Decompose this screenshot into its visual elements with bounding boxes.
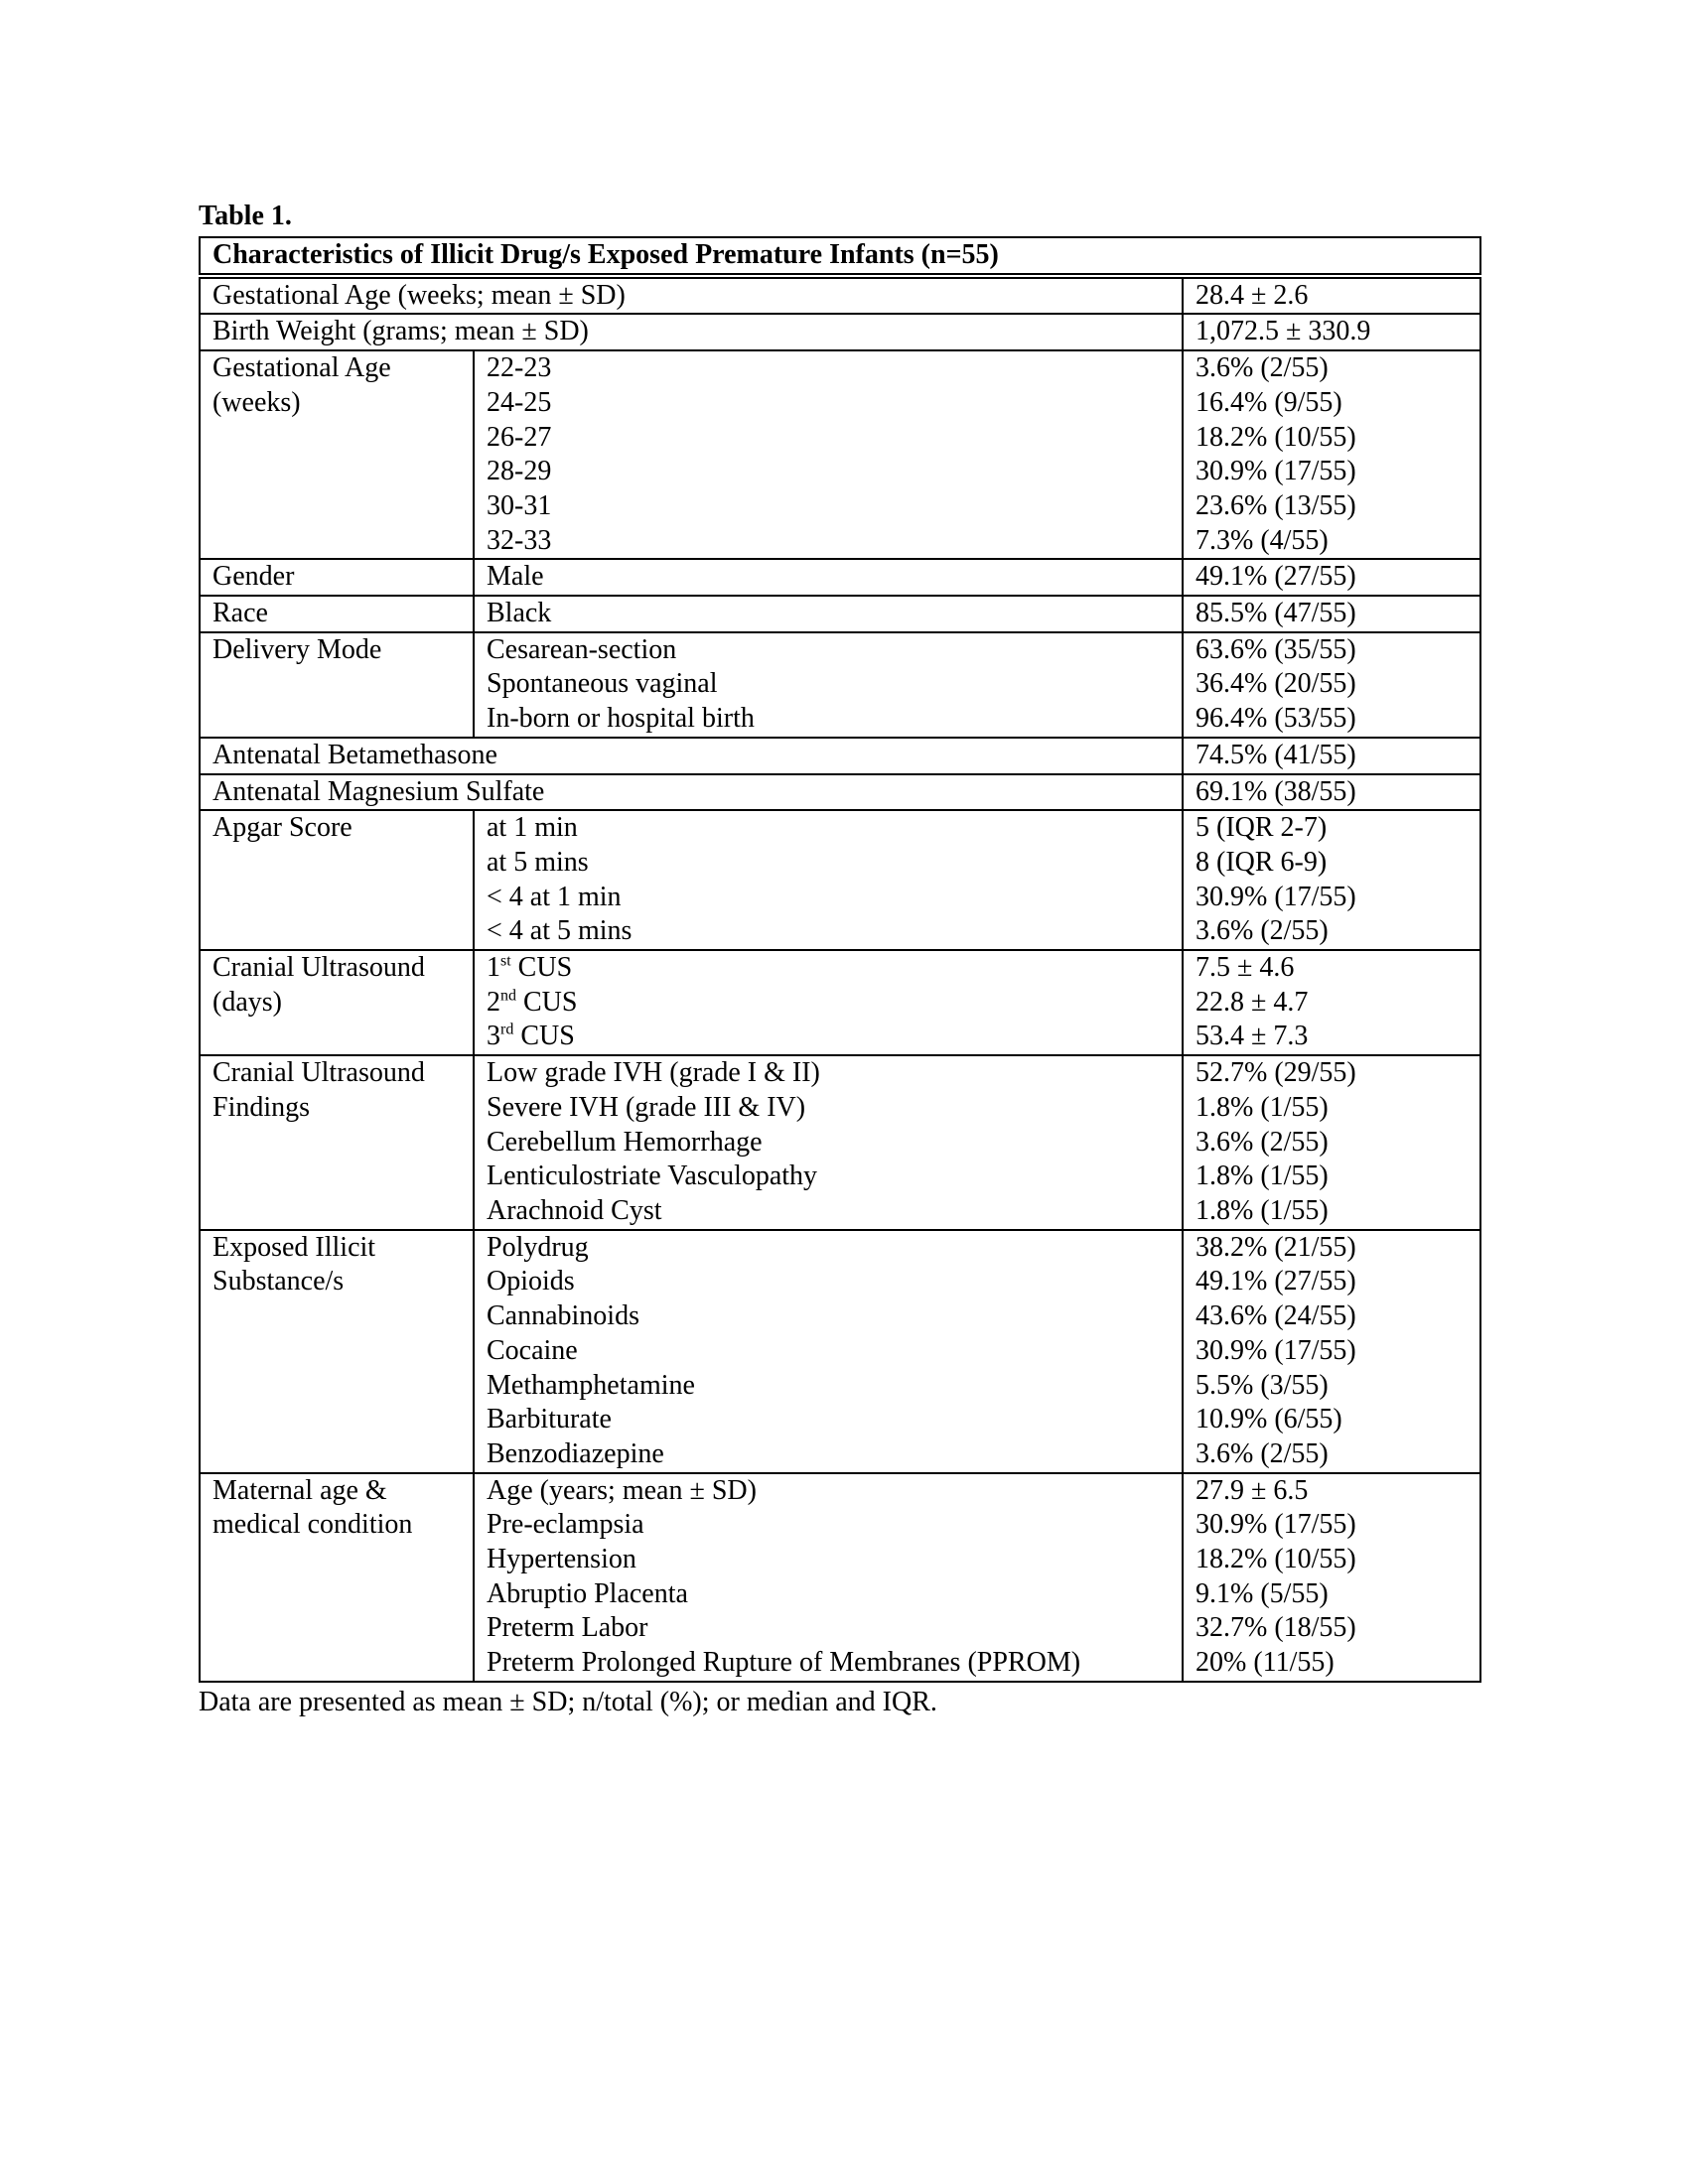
subitem-label: Opioids xyxy=(487,1266,575,1297)
subitem-label: at 5 mins xyxy=(487,846,589,878)
subitem-value: 7.5 ± 4.6 xyxy=(1196,952,1295,984)
subitem-label xyxy=(487,951,1170,986)
ordinal-suffix: rd xyxy=(500,1022,514,1039)
subitem-text: CUS xyxy=(513,1021,575,1052)
table-row xyxy=(200,314,1480,350)
subitem-label: 30-31 xyxy=(487,489,552,521)
subitem-value: 27.9 ± 6.5 xyxy=(1196,1474,1309,1506)
subitem-value: 22.8 ± 4.7 xyxy=(1196,986,1309,1018)
row-subitems xyxy=(474,559,1183,596)
table-title: Characteristics of Illicit Drug/s Exposed Premature Infants (n=55) xyxy=(200,237,1480,276)
category-line: (weeks) xyxy=(212,386,301,418)
row-category xyxy=(200,950,474,1055)
row-label: Gestational Age (weeks; mean ± SD) xyxy=(200,276,1183,315)
category-line: Apgar Score xyxy=(212,812,352,844)
table-row xyxy=(200,559,1480,596)
row-subitems xyxy=(474,950,1183,1055)
row-category xyxy=(200,350,474,559)
row-subitems xyxy=(474,596,1183,632)
row-values xyxy=(1183,632,1480,738)
subitem-value: 49.1% (27/55) xyxy=(1196,1266,1356,1297)
subitem-label: at 1 min xyxy=(487,812,578,844)
row-subitems xyxy=(474,810,1183,950)
table-title-row xyxy=(200,237,1480,276)
ordinal-number: 1 xyxy=(487,952,500,984)
row-category xyxy=(200,632,474,738)
ordinal-suffix: nd xyxy=(500,987,516,1005)
subitem-value: 20% (11/55) xyxy=(1196,1647,1335,1679)
table-row xyxy=(200,774,1480,811)
category-line: Substance/s xyxy=(212,1266,345,1297)
row-label: Birth Weight (grams; mean ± SD) xyxy=(200,314,1183,350)
subitem-label: < 4 at 1 min xyxy=(487,881,622,912)
category-line: Delivery Mode xyxy=(212,633,382,665)
subitem-label: 32-33 xyxy=(487,524,552,556)
table-row xyxy=(200,276,1480,315)
document xyxy=(199,199,1479,1720)
subitem-label xyxy=(487,1020,1170,1054)
row-value: 74.5% (41/55) xyxy=(1183,738,1480,774)
subitem-label: Pre-eclampsia xyxy=(487,1509,644,1541)
subitem-label: Male xyxy=(487,561,544,593)
row-label: Antenatal Betamethasone xyxy=(200,738,1183,774)
row-values xyxy=(1183,950,1480,1055)
subitem-label: Methamphetamine xyxy=(487,1369,695,1401)
subitem-value: 3.6% (2/55) xyxy=(1196,1437,1329,1469)
subitem-label: 26-27 xyxy=(487,421,552,453)
subitem-value: 32.7% (18/55) xyxy=(1196,1612,1356,1644)
category-line: Gender xyxy=(212,561,295,593)
subitem-label: 22-23 xyxy=(487,352,552,384)
subitem-value: 16.4% (9/55) xyxy=(1196,386,1342,418)
row-category xyxy=(200,1230,474,1473)
row-values xyxy=(1183,1473,1480,1682)
subitem-value: 30.9% (17/55) xyxy=(1196,1509,1356,1541)
subitem-value: 10.9% (6/55) xyxy=(1196,1404,1342,1435)
table-row xyxy=(200,950,1480,1055)
row-value: 69.1% (38/55) xyxy=(1183,774,1480,811)
category-line: Race xyxy=(212,598,268,629)
subitem-label: Abruptio Placenta xyxy=(487,1577,688,1609)
category-line: Maternal age & xyxy=(212,1474,387,1506)
category-line: Cranial Ultrasound xyxy=(212,952,425,984)
subitem-value: 43.6% (24/55) xyxy=(1196,1300,1356,1332)
table-row xyxy=(200,632,1480,738)
table-row xyxy=(200,738,1480,774)
category-line: medical condition xyxy=(212,1509,413,1541)
subitem-text: CUS xyxy=(516,986,578,1018)
table-row xyxy=(200,1473,1480,1682)
subitem-label: Preterm Labor xyxy=(487,1612,648,1644)
category-line: Cranial Ultrasound xyxy=(212,1057,425,1089)
row-value: 28.4 ± 2.6 xyxy=(1183,276,1480,315)
subitem-value: 52.7% (29/55) xyxy=(1196,1057,1356,1089)
subitem-label: Preterm Prolonged Rupture of Membranes (PPROM) xyxy=(487,1647,1081,1679)
subitem-label: Cerebellum Hemorrhage xyxy=(487,1126,763,1158)
subitem-label: Polydrug xyxy=(487,1231,589,1263)
row-values xyxy=(1183,596,1480,632)
subitem-label: Arachnoid Cyst xyxy=(487,1194,662,1226)
subitem-value: 1.8% (1/55) xyxy=(1196,1160,1329,1192)
subitem-label: Severe IVH (grade III & IV) xyxy=(487,1091,806,1123)
row-values xyxy=(1183,559,1480,596)
row-values xyxy=(1183,350,1480,559)
ordinal-number: 3 xyxy=(487,1021,500,1052)
characteristics-table xyxy=(199,236,1481,1683)
subitem-value: 85.5% (47/55) xyxy=(1196,598,1356,629)
subitem-value: 96.4% (53/55) xyxy=(1196,703,1356,735)
row-value: 1,072.5 ± 330.9 xyxy=(1183,314,1480,350)
table-row xyxy=(200,596,1480,632)
subitem-value: 23.6% (13/55) xyxy=(1196,489,1356,521)
subitem-value: 63.6% (35/55) xyxy=(1196,633,1356,665)
subitem-label: Barbiturate xyxy=(487,1404,612,1435)
row-subitems xyxy=(474,350,1183,559)
category-line: Findings xyxy=(212,1091,311,1123)
subitem-value: 7.3% (4/55) xyxy=(1196,524,1329,556)
subitem-value: 1.8% (1/55) xyxy=(1196,1091,1329,1123)
ordinal-number: 2 xyxy=(487,986,500,1018)
row-subitems xyxy=(474,632,1183,738)
subitem-text: CUS xyxy=(510,952,573,984)
row-values xyxy=(1183,1055,1480,1230)
subitem-label: < 4 at 5 mins xyxy=(487,915,633,947)
row-values xyxy=(1183,1230,1480,1473)
subitem-value: 1.8% (1/55) xyxy=(1196,1194,1329,1226)
table-row xyxy=(200,810,1480,950)
subitem-value: 8 (IQR 6-9) xyxy=(1196,846,1328,878)
subitem-label: Cesarean-section xyxy=(487,633,677,665)
subitem-label: 24-25 xyxy=(487,386,552,418)
subitem-label: Cannabinoids xyxy=(487,1300,639,1332)
category-line: Gestational Age xyxy=(212,352,391,384)
subitem-label: Age (years; mean ± SD) xyxy=(487,1474,757,1506)
subitem-label xyxy=(487,986,1170,1021)
subitem-label: In-born or hospital birth xyxy=(487,703,755,735)
subitem-label: Lenticulostriate Vasculopathy xyxy=(487,1160,818,1192)
ordinal-suffix: st xyxy=(500,952,511,970)
row-label: Antenatal Magnesium Sulfate xyxy=(200,774,1183,811)
row-category xyxy=(200,1055,474,1230)
subitem-label: Hypertension xyxy=(487,1544,636,1575)
row-category xyxy=(200,810,474,950)
row-category xyxy=(200,1473,474,1682)
row-values xyxy=(1183,810,1480,950)
subitem-label: Benzodiazepine xyxy=(487,1437,664,1469)
subitem-value: 5.5% (3/55) xyxy=(1196,1369,1329,1401)
table-row xyxy=(200,350,1480,559)
category-line: Exposed Illicit xyxy=(212,1231,376,1263)
subitem-value: 36.4% (20/55) xyxy=(1196,668,1356,700)
row-subitems xyxy=(474,1055,1183,1230)
subitem-value: 18.2% (10/55) xyxy=(1196,421,1356,453)
subitem-value: 9.1% (5/55) xyxy=(1196,1577,1329,1609)
subitem-value: 3.6% (2/55) xyxy=(1196,1126,1329,1158)
subitem-value: 30.9% (17/55) xyxy=(1196,881,1356,912)
subitem-value: 53.4 ± 7.3 xyxy=(1196,1021,1309,1052)
table-caption: Table 1. xyxy=(199,201,292,231)
subitem-label: Cocaine xyxy=(487,1334,578,1366)
subitem-value: 18.2% (10/55) xyxy=(1196,1544,1356,1575)
subitem-label: Black xyxy=(487,598,552,629)
category-line: (days) xyxy=(212,986,282,1018)
row-subitems xyxy=(474,1473,1183,1682)
row-category xyxy=(200,559,474,596)
subitem-value: 3.6% (2/55) xyxy=(1196,352,1329,384)
subitem-label: Low grade IVH (grade I & II) xyxy=(487,1057,820,1089)
subitem-value: 49.1% (27/55) xyxy=(1196,561,1356,593)
table-footnote: Data are presented as mean ± SD; n/total (%); or median and IQR. xyxy=(199,1686,937,1717)
row-subitems xyxy=(474,1230,1183,1473)
subitem-value: 3.6% (2/55) xyxy=(1196,915,1329,947)
table-row xyxy=(200,1230,1480,1473)
table-row xyxy=(200,1055,1480,1230)
row-category xyxy=(200,596,474,632)
subitem-label: 28-29 xyxy=(487,456,552,487)
subitem-value: 5 (IQR 2-7) xyxy=(1196,812,1328,844)
subitem-value: 30.9% (17/55) xyxy=(1196,456,1356,487)
subitem-label: Spontaneous vaginal xyxy=(487,668,718,700)
subitem-value: 30.9% (17/55) xyxy=(1196,1334,1356,1366)
subitem-value: 38.2% (21/55) xyxy=(1196,1231,1356,1263)
